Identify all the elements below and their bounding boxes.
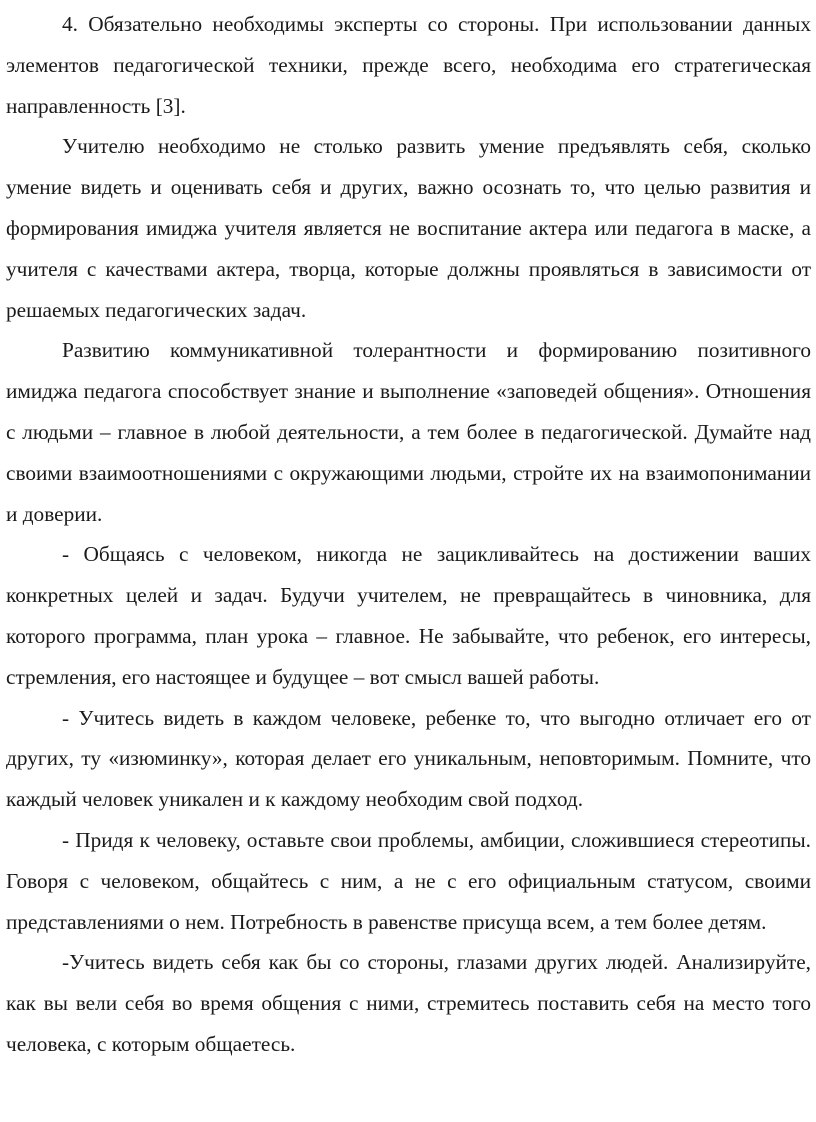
- paragraph-4: - Общаясь с человеком, никогда не зацикливайтесь на достижении ваших конкретных целей и задач. Будучи учителем, не превращайтесь в чиновника, для которого программа, план урока – главное. Не забывайте, что ребенок, его интересы, стремления, его настоящее и будущее – вот смысл вашей работы.: [6, 542, 811, 689]
- paragraph-1: 4. Обязательно необходимы эксперты со стороны. При использовании данных элементов педагогической техники, прежде всего, необходима его стратегическая направленность [3].: [6, 12, 811, 118]
- paragraph-2: Учителю необходимо не столько развить умение предъявлять себя, сколько умение видеть и оценивать себя и других, важно осознать то, что целью развития и формирования имиджа учителя является не воспитание актера или педагога в маске, а учителя с качествами актера, творца, которые должны проявляться в зависимости от решаемых педагогических задач.: [6, 134, 811, 322]
- document-page: [6, 4, 811, 1065]
- paragraph-5: - Учитесь видеть в каждом человеке, ребенке то, что выгодно отличает его от других, ту «изюминку», которая делает его уникальным, неповторимым. Помните, что каждый человек уникален и к каждому необходим свой подход.: [6, 705, 811, 812]
- paragraph-6: - Придя к человеку, оставьте свои проблемы, амбиции, сложившиеся стереотипы. Говоря с человеком, общайтесь с ним, а не с его официальным статусом, своими представлениями о нем. Потребность в равенстве присуща всем, а тем более детям.: [6, 827, 811, 934]
- paragraph-3: Развитию коммуникативной толерантности и формированию позитивного имиджа педагога способствует знание и выполнение «заповедей общения». Отношения с людьми – главное в любой деятельности, а тем более в педагогической. Думайте над своими взаимоотношениями с окружающими людьми, стройте их на взаимопонимании и доверии.: [6, 338, 811, 526]
- paragraph-7: -Учитесь видеть себя как бы со стороны, глазами других людей. Анализируйте, как вы вели себя во время общения с ними, стремитесь поставить себя на место того человека, с которым общаетесь.: [6, 950, 811, 1056]
